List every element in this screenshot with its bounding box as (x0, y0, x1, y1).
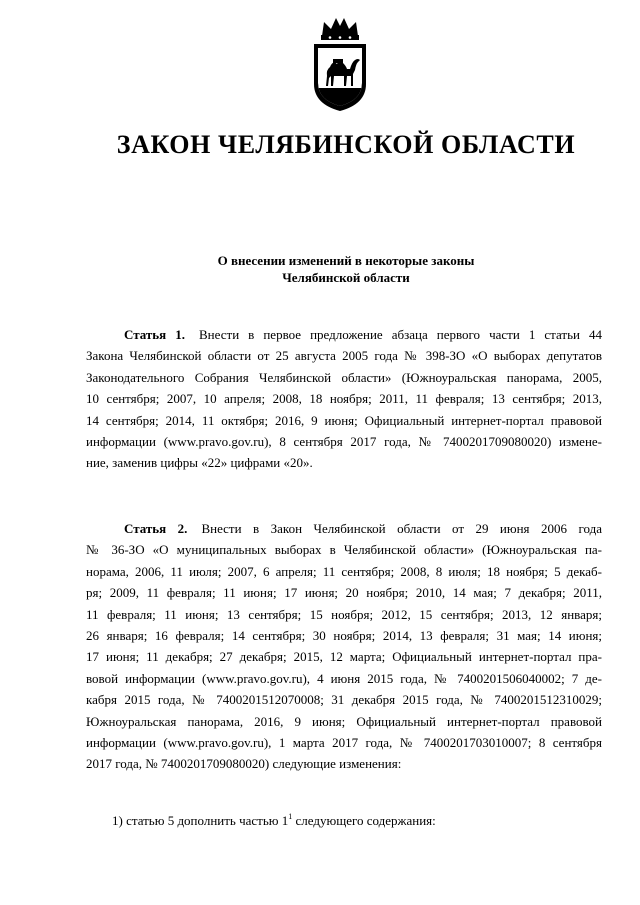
article-1-line-4: 10 сентября; 2007, 10 апреля; 2008, 18 ноября; 2011, 11 февраля; 13 сентября; 2013, (86, 391, 602, 407)
article-2-line-6: 26 января; 16 февраля; 14 сентября; 30 ноября; 2014, 13 февраля; 31 мая; 14 июня; (86, 627, 602, 643)
article-2-line-3: норама, 2006, 11 июля; 2007, 6 апреля; 11 сентября; 2008, 8 июля; 18 ноября; 5 декаб- (86, 563, 602, 579)
article-2-line-10: Южноуральская панорама, 2016, 9 июня; Официальный интернет-портал правовой (86, 713, 602, 729)
article-2-line-4: ря; 2009, 11 февраля; 11 июня; 17 июня; 20 ноября; 2010, 14 мая; 7 декабря; 2011, (86, 585, 602, 601)
superscript-number: 1 (288, 812, 293, 821)
article-2-line-5: 11 февраля; 11 июня; 13 сентября; 15 ноября; 2012, 15 сентября; 2013, 12 января; (86, 606, 602, 622)
article-2 (86, 518, 602, 775)
article-1 (86, 324, 602, 474)
article-1-line-2: Закона Челябинской области от 25 августа 2005 года № 398-ЗО «О выборах депутатов (86, 348, 602, 364)
article-2-line-1: Статья 2. Внести в Закон Челябинской области от 29 июня 2006 года (124, 521, 602, 536)
article-1-label: Статья 1. (124, 327, 186, 342)
article-2-label: Статья 2. (124, 521, 188, 536)
subject-line-1: О внесении изменений в некоторые законы (217, 253, 475, 268)
article-1-line-3: Законодательного Собрания Челябинской области» (Южноуральская панорама, 2005, (86, 369, 602, 385)
article-1-line-5: 14 сентября; 2014, 11 октября; 2016, 9 июня; Официальный интернет-портал правовой (86, 412, 602, 428)
article-2-line-2: № 36-ЗО «О муниципальных выборах в Челябинской области» (Южноуральская па- (86, 542, 602, 558)
article-2-line-8: вовой информации (www.pravo.gov.ru), 4 июня 2015 года, № 7400201506040002; 7 де- (86, 670, 602, 686)
article-2-line-9: кабря 2015 года, № 7400201512070008; 31 декабря 2015 года, № 7400201512310029; (86, 692, 602, 708)
article-1-line-1: Статья 1. Внести в первое предложение абзаца первого части 1 статьи 44 (124, 327, 603, 342)
article-2-line-11: информации (www.pravo.gov.ru), 1 марта 2017 года, № 7400201703010007; 8 сентября (86, 734, 602, 750)
article-2-line-7: 17 июня; 11 декабря; 27 декабря; 2015, 12 марта; Официальный интернет-портал пра- (86, 649, 602, 665)
subject-line-2: Челябинской области (282, 270, 410, 285)
article-1-line-6: информации (www.pravo.gov.ru), 8 сентября 2017 года, № 7400201709080020) измене- (86, 433, 602, 449)
article-1-line-7: ние, заменив цифры «22» цифрами «20». (86, 455, 313, 471)
article-2-item-1: 1) статью 5 дополнить частью $1^1$ следующего содержания: (112, 812, 436, 828)
law-title: ЗАКОН ЧЕЛЯБИНСКОЙ ОБЛАСТИ (116, 130, 576, 159)
chelyabinsk-coat-of-arms-icon (300, 14, 380, 114)
law-subject (0, 252, 640, 286)
article-2-line-12: 2017 года, № 7400201709080020) следующие изменения: (86, 756, 402, 772)
